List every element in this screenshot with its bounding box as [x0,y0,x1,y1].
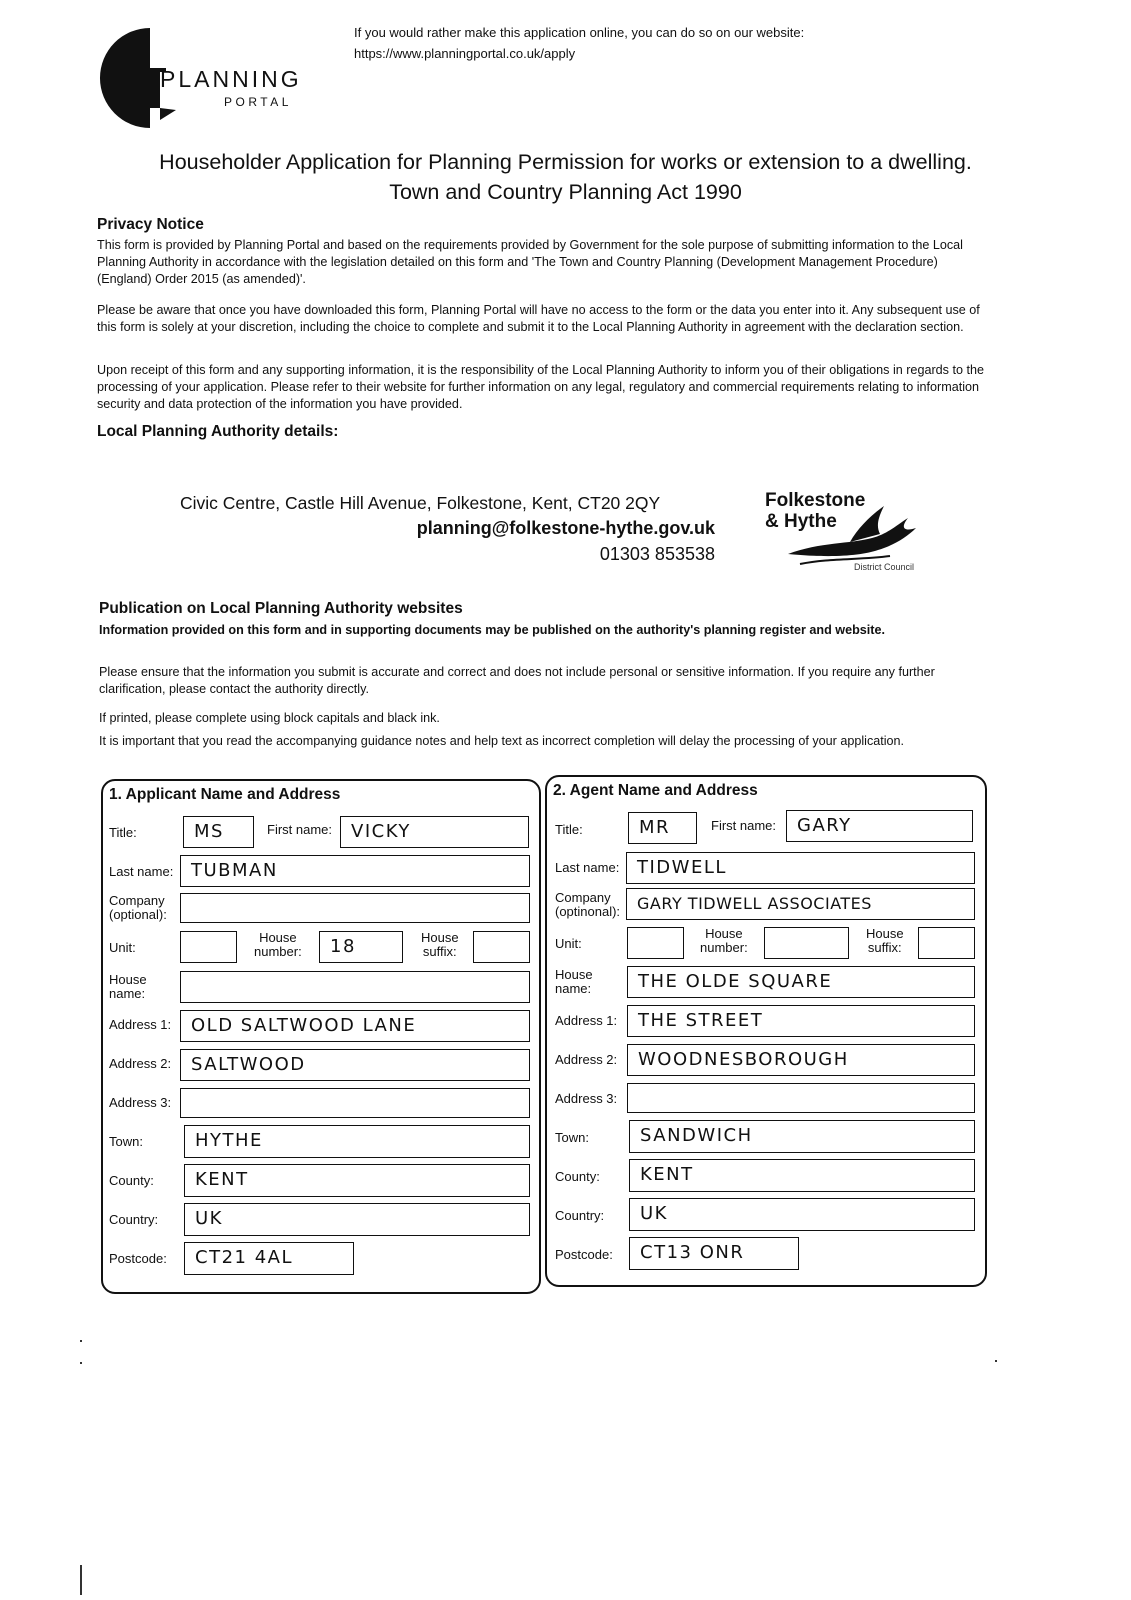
online-notice [354,22,804,64]
agent-address2-label: Address 2: [555,1052,618,1067]
applicant-town-label: Town: [109,1134,143,1149]
applicant-house-name-label [109,973,147,1001]
lpa-address: Civic Centre, Castle Hill Avenue, Folkestone, Kent, CT20 2QY [180,493,661,513]
logo-text-planning: PLANNING [160,66,302,92]
applicant-country-field[interactable]: UK [184,1203,530,1236]
agent-house-name-label [555,968,593,996]
scan-speck [995,1360,997,1362]
privacy-para-2: Please be aware that once you have downloaded this form, Planning Portal will have no access to the form or the data you enter into it. Any subsequent use of this form is solely at your discretion, including the choice to complete and submit it to the Local Planning Authority in agreement with the declaration section. [97,303,980,334]
agent-address1-field[interactable]: THE STREET [627,1005,975,1037]
scan-edge-mark [80,1565,82,1595]
applicant-house-number-label-2: number: [254,944,302,959]
applicant-first-name-label: First name: [267,822,333,837]
logo-text-portal: PORTAL [224,95,292,109]
agent-address1-label: Address 1: [555,1013,618,1028]
form-subtitle: Town and Country Planning Act 1990 [389,180,742,204]
agent-house-suffix-label-2: suffix: [867,940,902,955]
applicant-title-label: Title: [109,825,137,840]
publication-para-2: If printed, please complete using block capitals and black ink. [99,711,440,725]
agent-postcode-label: Postcode: [555,1247,613,1262]
privacy-para-3: Upon receipt of this form and any supporting information, it is the responsibility of the Local Planning Authority to inform you of their obligations in regards to the processing of your application. Please refer to their website for further information on any legal, regulatory and commercial requirements relating to information security and data protection of the information you have provided. [97,363,984,411]
agent-county-field[interactable]: KENT [629,1159,975,1192]
applicant-house-number-label-1: House [259,930,297,945]
publication-heading: Publication on Local Planning Authority websites [99,600,463,617]
agent-title-label: Title: [555,822,583,837]
agent-title-field[interactable]: MR [628,812,697,844]
agent-house-name-field[interactable]: THE OLDE SQUARE [627,966,975,998]
agent-company-label-2: (optinonal): [555,904,621,919]
applicant-last-name-label: Last name: [109,864,174,879]
agent-unit-field[interactable] [627,927,684,959]
applicant-house-suffix-label-2: suffix: [422,944,457,959]
agent-company-field[interactable]: GARY TIDWELL ASSOCIATES [626,888,975,920]
agent-first-name-label: First name: [711,818,777,833]
applicant-title-field[interactable]: MS [183,816,254,848]
agent-unit-label: Unit: [555,936,582,951]
council-logo-line1: Folkestone [765,490,866,511]
agent-address3-label: Address 3: [555,1091,618,1106]
applicant-postcode-label: Postcode: [109,1251,167,1266]
council-dragon-icon [780,498,930,570]
agent-house-name-label-1: House [555,967,593,982]
applicant-house-number-field[interactable]: 18 [319,931,403,963]
agent-house-number-label-1: House [705,926,743,941]
applicant-house-suffix-label-1: House [421,930,459,945]
agent-house-number-label-2: number: [700,940,748,955]
applicant-address3-label: Address 3: [109,1095,172,1110]
lpa-heading: Local Planning Authority details: [97,423,339,440]
applicant-heading: 1. Applicant Name and Address [109,786,341,803]
applicant-house-name-label-2: name: [109,986,146,1001]
privacy-heading: Privacy Notice [97,216,204,233]
applicant-company-label-1: Company [109,893,165,908]
agent-house-number-field[interactable] [764,927,849,959]
privacy-para-1: This form is provided by Planning Portal and based on the requirements provided by Government for the sole purpose of submitting information to the Local Planning Authority in accordance with the legislation detailed on this form and 'The Town and Country Planning (Development Management Procedure) (England) Order 2015 (as amended)'. [97,238,963,286]
applicant-house-name-field[interactable] [180,971,530,1003]
agent-town-label: Town: [555,1130,589,1145]
applicant-postcode-field[interactable]: CT21 4AL [184,1242,354,1275]
online-notice-text: If you would rather make this application online, you can do so on our website: [354,25,805,40]
agent-first-name-field[interactable]: GARY [786,810,973,842]
agent-company-label [555,891,620,919]
applicant-county-label: County: [109,1173,154,1188]
applicant-house-number-label [254,931,302,959]
applicant-first-name-field[interactable]: VICKY [340,816,529,848]
agent-last-name-label: Last name: [555,860,620,875]
applicant-house-suffix-field[interactable] [473,931,530,963]
scan-speck [80,1340,82,1342]
agent-heading: 2. Agent Name and Address [553,782,758,799]
agent-house-name-label-2: name: [555,981,592,996]
agent-town-field[interactable]: SANDWICH [629,1120,975,1153]
agent-country-label: Country: [555,1208,605,1223]
applicant-unit-field[interactable] [180,931,237,963]
agent-house-suffix-label [866,927,904,955]
agent-company-label-1: Company [555,890,611,905]
agent-last-name-field[interactable]: TIDWELL [626,852,975,884]
applicant-address2-field[interactable]: SALTWOOD [180,1049,530,1081]
applicant-county-field[interactable]: KENT [184,1164,530,1197]
form-title: Householder Application for Planning Permission for works or extension to a dwelling. [159,150,972,174]
online-notice-url[interactable]: https://www.planningportal.co.uk/apply [354,46,576,61]
agent-house-suffix-field[interactable] [918,927,975,959]
applicant-company-label-2: (optional): [109,907,167,922]
applicant-company-label [109,894,167,922]
publication-para-1: Please ensure that the information you submit is accurate and correct and does not include personal or sensitive information. If you require any further clarification, please contact the authority directly. [99,665,935,696]
lpa-phone: 01303 853538 [599,544,715,564]
agent-country-field[interactable]: UK [629,1198,975,1231]
applicant-last-name-field[interactable]: TUBMAN [180,855,530,887]
applicant-address1-label: Address 1: [109,1017,172,1032]
lpa-email[interactable]: planning@folkestone-hythe.gov.uk [416,518,715,538]
agent-county-label: County: [555,1169,600,1184]
applicant-company-field[interactable] [180,893,530,923]
applicant-address2-label: Address 2: [109,1056,172,1071]
publication-bold-text: Information provided on this form and in supporting documents may be published on the authority's planning register and website. [99,623,885,637]
agent-house-number-label [700,927,748,955]
applicant-unit-label: Unit: [109,940,136,955]
council-logo-line2: & Hythe [765,511,837,532]
publication-para-3: It is important that you read the accompanying guidance notes and help text as incorrect completion will delay the processing of your application. [99,734,905,748]
applicant-house-name-label-1: House [109,972,147,987]
agent-postcode-field[interactable]: CT13 ONR [629,1237,799,1270]
agent-address2-field[interactable]: WOODNESBOROUGH [627,1044,975,1076]
applicant-town-field[interactable]: HYTHE [184,1125,530,1158]
council-logo-sub: District Council [854,562,915,572]
applicant-country-label: Country: [109,1212,159,1227]
scan-speck [80,1362,82,1364]
agent-address3-field[interactable] [627,1083,975,1113]
agent-house-suffix-label-1: House [866,926,904,941]
applicant-address1-field[interactable]: OLD SALTWOOD LANE [180,1010,530,1042]
applicant-house-suffix-label [421,931,459,959]
applicant-address3-field[interactable] [180,1088,530,1118]
